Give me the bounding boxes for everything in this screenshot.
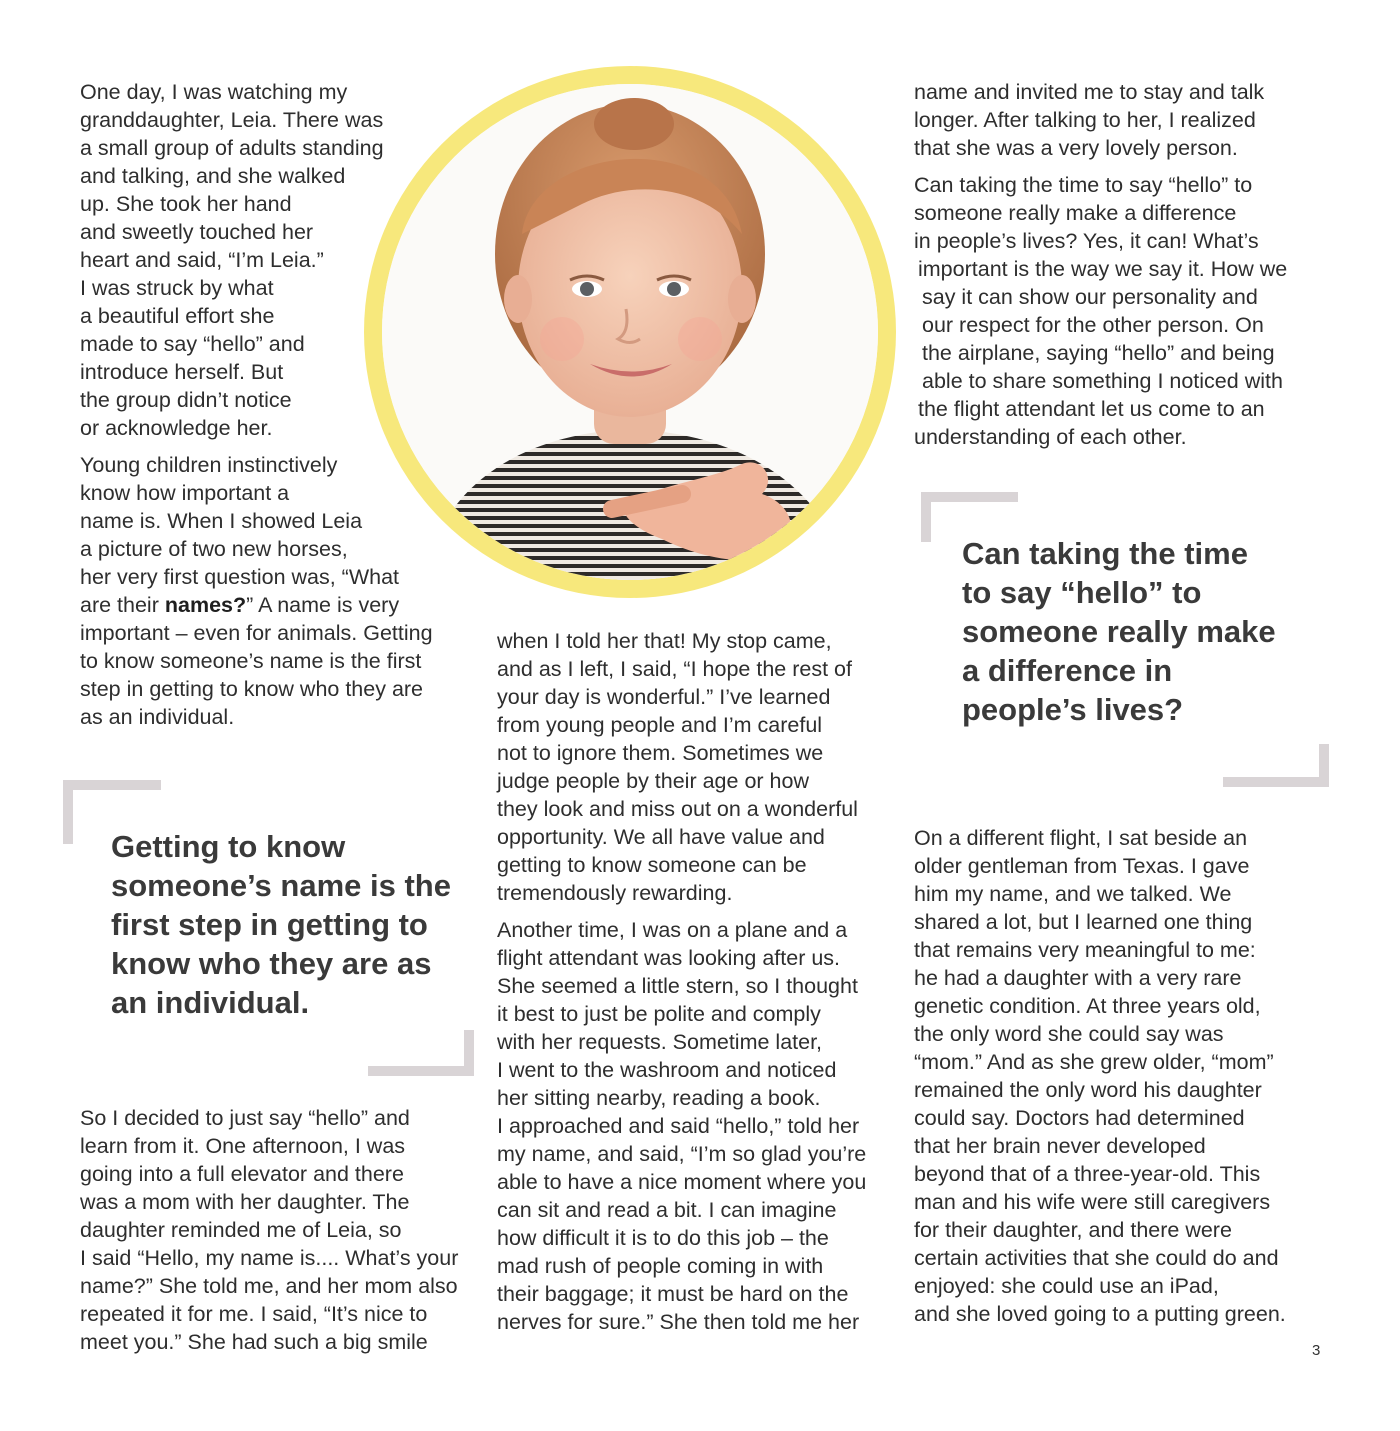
text-line: or acknowledge her.: [80, 416, 273, 440]
pullquote-line: to say “hello” to: [962, 575, 1202, 610]
text-line: could say. Doctors had determined: [914, 1106, 1245, 1130]
text-line: name and invited me to stay and talk: [914, 80, 1265, 104]
text-line: from young people and I’m careful: [497, 713, 823, 737]
text-line: their baggage; it must be hard on the: [497, 1282, 849, 1306]
text-line: say it can show our personality and: [922, 285, 1258, 309]
text-line: they look and miss out on a wonderful: [497, 797, 858, 821]
text-line: important is the way we say it. How we: [918, 257, 1288, 281]
text-line: as an individual.: [80, 705, 235, 729]
text-line: the airplane, saying “hello” and being: [922, 341, 1275, 365]
text-line: [80, 591, 399, 619]
text-line: So I decided to just say “hello” and: [80, 1106, 410, 1130]
text-line: someone really make a difference: [914, 201, 1237, 225]
text-line: a small group of adults standing: [80, 136, 384, 160]
text-line: I approached and said “hello,” told her: [497, 1114, 860, 1138]
text-line: when I told her that! My stop came,: [497, 629, 832, 653]
bracket-bottom-right-vertical: [1319, 744, 1329, 787]
text-line: step in getting to know who they are: [80, 677, 424, 701]
text-line: how difficult it is to do this job – the: [497, 1226, 829, 1250]
bracket-bottom-right-vertical: [464, 1030, 474, 1076]
pullquote-line: Getting to know: [111, 829, 346, 864]
text-line: understanding of each other.: [914, 425, 1187, 449]
text-line: enjoyed: she could use an iPad,: [914, 1274, 1219, 1298]
text-line: heart and said, “I’m Leia.”: [80, 248, 324, 272]
text-line: her very first question was, “What: [80, 565, 400, 589]
girl-photo: [382, 84, 878, 580]
text-line: her sitting nearby, reading a book.: [497, 1086, 821, 1110]
text-line: “mom.” And as she grew older, “mom”: [914, 1050, 1274, 1074]
text-line: introduce herself. But: [80, 360, 284, 384]
text-line: meet you.” She had such a big smile: [80, 1330, 428, 1354]
text-line: was a mom with her daughter. The: [80, 1190, 410, 1214]
text-line: the flight attendant let us come to an: [918, 397, 1265, 421]
text-line: genetic condition. At three years old,: [914, 994, 1261, 1018]
text-line: Can taking the time to say “hello” to: [914, 173, 1253, 197]
text-line: a beautiful effort she: [80, 304, 275, 328]
page-number: 3: [1312, 1342, 1321, 1359]
text-line: our respect for the other person. On: [922, 313, 1264, 337]
text-line: man and his wife were still caregivers: [914, 1190, 1271, 1214]
pullquote-line: know who they are as: [111, 946, 432, 981]
text-line: up. She took her hand: [80, 192, 292, 216]
text-line: him my name, and we talked. We: [914, 882, 1232, 906]
text-line: getting to know someone can be: [497, 853, 807, 877]
pullquote-line: people’s lives?: [962, 692, 1184, 727]
pullquote-line: a difference in: [962, 653, 1173, 688]
text-line: Another time, I was on a plane and a: [497, 918, 848, 942]
text-line: your day is wonderful.” I’ve learned: [497, 685, 831, 709]
pullquote-line: an individual.: [111, 985, 310, 1020]
text-line: On a different flight, I sat beside an: [914, 826, 1248, 850]
text-line: he had a daughter with a very rare: [914, 966, 1242, 990]
text-line: in people’s lives? Yes, it can! What’s: [914, 229, 1259, 253]
text-line: and as I left, I said, “I hope the rest of: [497, 657, 852, 681]
text-line: daughter reminded me of Leia, so: [80, 1218, 402, 1242]
girl-illustration: [382, 84, 878, 580]
text-line: beyond that of a three-year-old. This: [914, 1162, 1261, 1186]
text-line: the group didn’t notice: [80, 388, 292, 412]
text-line: repeated it for me. I said, “It’s nice to: [80, 1302, 428, 1326]
text-line: can sit and read a bit. I can imagine: [497, 1198, 837, 1222]
text-line: flight attendant was looking after us.: [497, 946, 841, 970]
text-line: nerves for sure.” She then told me her: [497, 1310, 860, 1334]
text-line: that her brain never developed: [914, 1134, 1206, 1158]
text-line: for their daughter, and there were: [914, 1218, 1232, 1242]
bracket-top-left-vertical: [921, 492, 931, 542]
text-line: older gentleman from Texas. I gave: [914, 854, 1250, 878]
text-line: and sweetly touched her: [80, 220, 314, 244]
text-line: I went to the washroom and noticed: [497, 1058, 837, 1082]
text-line: that she was a very lovely person.: [914, 136, 1238, 160]
text-line: that remains very meaningful to me:: [914, 938, 1256, 962]
text-line: Young children instinctively: [80, 453, 338, 477]
text-line: shared a lot, but I learned one thing: [914, 910, 1253, 934]
text-line: One day, I was watching my: [80, 80, 348, 104]
text-line: She seemed a little stern, so I thought: [497, 974, 858, 998]
pullquote-line: first step in getting to: [111, 907, 428, 942]
text-line: made to say “hello” and: [80, 332, 305, 356]
text-line: able to have a nice moment where you: [497, 1170, 867, 1194]
text-line: name is. When I showed Leia: [80, 509, 363, 533]
text-line: opportunity. We all have value and: [497, 825, 825, 849]
text-line: important – even for animals. Getting: [80, 621, 433, 645]
text-line: know how important a: [80, 481, 290, 505]
text-line: tremendously rewarding.: [497, 881, 733, 905]
bracket-top-left: [921, 492, 1018, 502]
text-line: the only word she could say was: [914, 1022, 1224, 1046]
text-line: my name, and said, “I’m so glad you’re: [497, 1142, 867, 1166]
bracket-top-left-vertical: [63, 780, 73, 844]
bracket-bottom-right: [1223, 777, 1329, 787]
bracket-top-left: [63, 780, 161, 790]
text-line: granddaughter, Leia. There was: [80, 108, 384, 132]
pullquote-line: someone really make: [962, 614, 1276, 649]
text-line: learn from it. One afternoon, I was: [80, 1134, 406, 1158]
pullquote-line: someone’s name is the: [111, 868, 451, 903]
text-line: it best to just be polite and comply: [497, 1002, 821, 1026]
text-line: remained the only word his daughter: [914, 1078, 1262, 1102]
text-line: name?” She told me, and her mom also: [80, 1274, 458, 1298]
text-span: ” A name is very: [246, 593, 400, 617]
text-line: I was struck by what: [80, 276, 274, 300]
text-line: going into a full elevator and there: [80, 1162, 404, 1186]
bold-names: names?: [164, 593, 247, 617]
text-line: certain activities that she could do and: [914, 1246, 1279, 1270]
bracket-bottom-right: [368, 1066, 474, 1076]
text-line: not to ignore them. Sometimes we: [497, 741, 824, 765]
text-span: are their: [80, 593, 165, 617]
text-line: and she loved going to a putting green.: [914, 1302, 1286, 1326]
text-line: longer. After talking to her, I realized: [914, 108, 1256, 132]
text-line: judge people by their age or how: [497, 769, 809, 793]
text-line: a picture of two new horses,: [80, 537, 348, 561]
text-line: and talking, and she walked: [80, 164, 346, 188]
text-line: mad rush of people coming in with: [497, 1254, 824, 1278]
text-line: to know someone’s name is the first: [80, 649, 422, 673]
pullquote-line: Can taking the time: [962, 536, 1248, 571]
text-line: I said “Hello, my name is.... What’s your: [80, 1246, 459, 1270]
text-line: with her requests. Sometime later,: [497, 1030, 823, 1054]
text-line: able to share something I noticed with: [922, 369, 1283, 393]
